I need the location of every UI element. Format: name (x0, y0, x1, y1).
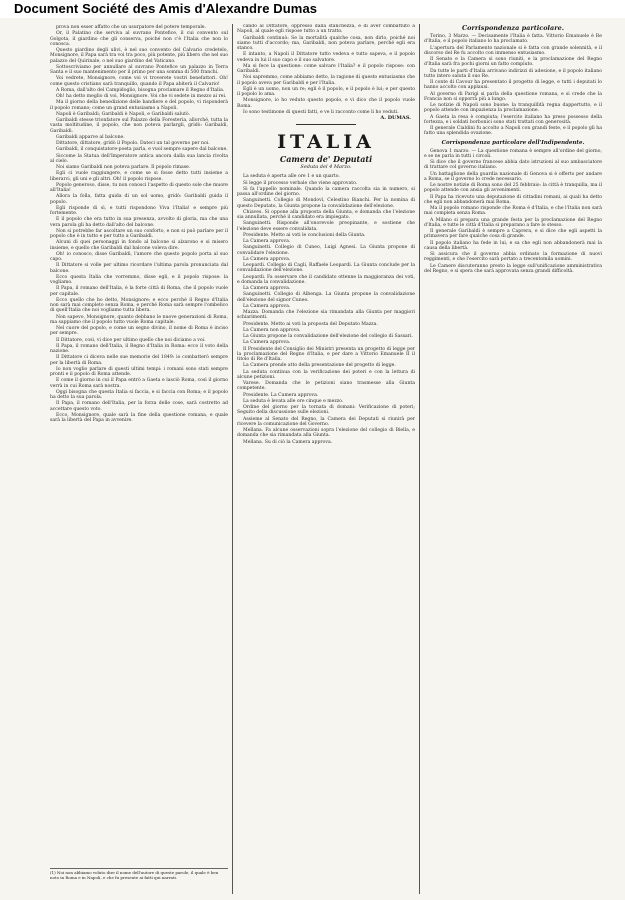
paragraph: Dittatore, dittatore, gridò il Popolo. Dateci un tal governo per noi. (56, 141, 210, 146)
col1-text (50, 25, 228, 423)
paragraph: Ordine del giorno per la tornata di domani: Verificazione di poteri; Seguito della discussione sulle elezioni. (237, 405, 415, 416)
session-date: Seduta del 4 Marzo. (300, 164, 352, 171)
divider (296, 124, 356, 125)
paragraph: La Camera approva. (243, 340, 291, 346)
paragraph: E come il giorno in cui il Papa entrò a Gaeta e lasciò Roma, così il giorno verrà in cui Roma sarà nostra. (50, 378, 228, 389)
paragraph: Il Senato e la Camera si sono riuniti, e la proclamazione del Regno d'Italia sarà fra pochi giorni un fatto compiuto. (424, 57, 602, 68)
paragraph: Garibaldi continuò: Se la mortalità qualche cosa, non dirlo, poiché noi siamo tutti d'accordo; ma, Garibaldi, non poteva parlare, perché egli era stanco. (237, 35, 415, 51)
paragraph: Garibaldi, il conquistatore-poeta parla, e vuol sempre sapere dal balcone. (56, 147, 228, 153)
paragraph: Chiaves. Si oppone alla proposta della Giunta, e domanda che l'elezione sia annullata, perché il candidato era impiegato. (237, 209, 415, 220)
paragraph: Il Papa, il romano dell'Italia, per la forza delle cose, sarà costretto ad accettare questo voto. (50, 401, 228, 412)
paragraph: Ecco questa Italia che vorremmo, disse egli, e il popolo rispose: la vogliamo. (50, 274, 228, 285)
column-rule (232, 24, 233, 894)
paragraph: Sottoscriviamo per annullare al suvrano Pontefice un palazzo in Terra Santa e il suo mantenimento per il primo per una somma di 500 franchi. (50, 64, 228, 75)
paragraph: Questo giardino degli ulivi, è nel suo convento del Calvario credetelo, Monsignore, il Papa sarà tra voi tra poco, più potente, più libero che nel suo palazzo del Quirinale, o nel suo giardino del Vaticano. (50, 48, 228, 64)
paragraph: Or, il Palatino che serviva al suvrano Pontefice, il cui convento sul Golgota, il giardino che gli conserva, poiché non c'è l'Italia che non lo conosca. (50, 31, 228, 47)
paragraph: Si legge il processo verbale che viene approvato. (243, 180, 358, 186)
paragraph: Le notizie di Napoli sono buone: la tranquillità regna dappertutto, e il popolo attende con impazienza la proclamazione. (424, 103, 602, 114)
paragraph: Il popolo italiano ha fede in lui, e sa che egli non abbandonerà mai la causa della libertà. (424, 240, 602, 251)
paragraph: Presidente. Metto ai voti la proposta del Deputato Mazza. (243, 321, 378, 327)
paragraph: Napoli è Garibaldi; Garibaldi è Napoli, e Garibaldi salutò. (56, 111, 191, 117)
paragraph: Presidente. La Camera approva. (243, 392, 319, 398)
paragraph: Varese. Domanda che le petizioni siano trasmesse alla Giunta competente. (237, 381, 415, 392)
section-heading: Corrispondenza particolare dell'Indipendente. (441, 139, 585, 146)
paragraph: La Camera approva. (243, 256, 291, 262)
paragraph: L'apertura del Parlamento nazionale si è fatta con grande solennità, e il discorso del Re fu accolto con immenso entusiasmo. (424, 45, 602, 56)
paragraph: Popolo generoso, disse, tu non conosci l'aspetto di questo sole che muore all'Italia! (50, 182, 228, 193)
paragraph: Il Presidente del Consiglio dei Ministri presenta un progetto di legge per la proclamazione del Regno d'Italia, e per dare a Vittorio Emanuele II il titolo di Re d'Italia. (237, 346, 415, 362)
paragraph: Sanguinetti. Risponde all'onorevole preopinante, e sostiene che l'elezione deve essere convalidata. (237, 221, 415, 232)
column-rule (419, 24, 420, 894)
paragraph: Si fa l'appello nominale. Quando la camera raccolta sia in numero, si passa all'ordine del giorno. (237, 186, 415, 197)
paragraph: Le Camere discuteranno presto la legge sull'unificazione amministrativa del Regno, e si spera che sarà approvata senza grandi difficoltà. (424, 263, 602, 274)
paragraph: Mellana. Su di ciò la Camera approva. (243, 439, 333, 445)
paragraph: A Roma, dall'alto del Campidoglio, bisogna proclamare il Regno d'Italia. (56, 87, 225, 93)
paragraph: Torino, 3 Marzo. — Decisamente l'Italia è fatta. Vittorio Emanuele è Re d'Italia, e il popolo italiano lo ha proclamato. (424, 34, 602, 45)
paragraph: Il Dittatore, così, vi dice per ultimo quello che noi diciamo a voi. (56, 337, 206, 343)
document-title: Document Société des Amis d'Alexandre Dumas (14, 1, 318, 16)
paragraph: Il Papa ha ricevuto una deputazione di cittadini romani, ai quali ha detto che egli non abbandonerà mai Roma. (424, 194, 602, 205)
paragraph: La Camera prende atto della presentazione del progetto di legge. (243, 363, 396, 369)
paragraph: cando al Dittatore, oppresso dalla stanchezza, e di aver combattuto a Napoli, al quale egli rispose tutto a un tratto. (237, 24, 415, 35)
paragraph: Presidente. Metto ai voti le conclusioni della Giunta. (243, 232, 366, 238)
section-subtitle: Camera de' Deputati (279, 154, 373, 165)
paragraph: Si assicura che il governo abbia ordinato la formazione di nuovi reggimenti, e che l'esercito sarà portato a trecentomila uomini. (424, 252, 602, 263)
paragraph: La Camera approva. (243, 239, 291, 244)
section-heading: Corrispondenza particolare. (461, 24, 565, 32)
paragraph: Il generale Garibaldi è sempre a Caprera, e si dice che egli aspetti la primavera per fare qualche cosa di grande. (424, 229, 602, 240)
paragraph: Oh! ha detto meglio di voi, Monsignore. Voi che vi sedete in mezzo ai rei. (56, 94, 227, 99)
paragraph: prova non esser affatto che un usurpatore del potere temporale. (56, 25, 206, 30)
paragraph: Sanguinetti. Collegio di Albenga. La Giunta propone la convalidazione dell'elezione del signor Cuneo. (237, 292, 415, 303)
paragraph: Assieme al Senato del Regno, la Camera dei Deputati si riunirà per ricevere la comunicazione del Governo. (237, 416, 415, 427)
paragraph: Garibaldi apparve al balcone. (56, 134, 125, 140)
footnote: (1) Noi non abbiamo voluto dire il nome dell'autore di queste parole, il quale è ben noto in Roma e in Napoli, e che fu presente ai fatti qui narrati. (50, 868, 228, 881)
paragraph: La Camera approva. (243, 286, 291, 291)
paragraph: Siccome la Statua dell'Imperatore antica ancora dalla sua lancia rivolta al cielo. (50, 153, 228, 164)
section-title-italia: ITALIA (277, 131, 375, 154)
paragraph: Il generale Cialdini fu accolto a Napoli con grandi feste, e il popolo gli ha fatto una splendida ovazione. (424, 126, 602, 137)
paragraph: Non sapevo, Monsignore, quanto debbano le nuove generazioni di Roma, ma sappiamo che il popolo tutto vuole Roma capitale. (50, 314, 228, 325)
paragraph: Sanguinetti. Collegio di Mondovì, Celestino Bianchi. Per la nomina di questo Deputato, la Giunta propone la convalidazione dell'elezione. (237, 198, 415, 209)
paragraph: Le nostre notizie di Roma sono del 25 febbraio: la città è tranquilla, ma il popolo attende con ansia gli avvenimenti. (424, 183, 602, 194)
paragraph: Da tutte le parti d'Italia arrivano indirizzi di adesione, e il popolo italiano tutto intero saluta il suo Re. (424, 68, 602, 79)
paragraph: Mellana. Fa alcune osservazioni sopra l'elezione del collegio di Biella, e domanda che sia rimandata alla Giunta. (237, 428, 415, 439)
paragraph: A Milano si prepara una grande festa per la proclamazione del Regno d'Italia, e tutte le città d'Italia si preparano a fare lo stesso. (424, 217, 602, 228)
paragraph: Garibaldi stesse trionfatore sul Palazzo della Foresteria, allorché, tutta la vasta moltitudine, il popolo, che non poteva parlargli, gridò: Garibaldi, Garibaldi. (50, 118, 228, 134)
column-left (50, 24, 228, 898)
paragraph: A Gaeta la resa è compiuta; l'esercito italiano ha preso possesso della fortezza, e i soldati borbonici sono stati trattati con generosità. (424, 114, 602, 125)
paragraph: Il Papa, il romano dell'Italia, è la forte città di Roma, che il popolo vuole per capitale. (50, 286, 228, 297)
paragraph: Non si potrebbe far ascoltare un suo conforto, e non si può parlare per il popolo che è in tutto e per tutto a Garibaldi. (50, 228, 228, 239)
paragraph: Il Dittatore si volle per ultimo ricordare l'ultima parola pronunciata dal balcone. (50, 263, 228, 274)
paragraph: La seduta continua con la verificazione dei poteri e con la lettura di alcune petizioni. (237, 369, 415, 380)
paragraph: E intanto, a Napoli il Dittatore tutto vedeva e tutto sapeva, e il popolo vedeva in lui il suo capo e il suo salvatore. (237, 52, 415, 63)
paragraph: Leopardi. Collegio di Cagli, Raffaele Leopardi. La Giunta conclude per la convalidazione dell'elezione. (237, 263, 415, 274)
paragraph: Ma si fece la questione: come salvare l'Italia? e il popolo rispose: con Garibaldi. (237, 63, 415, 74)
paragraph: Oh! io conosco, disse Garibaldi, l'amore che questo popolo porta al suo capo. (50, 251, 228, 262)
paragraph: Egli ci vuole raggiungere, e come se si fosse detto tutti insieme a liberarci, gli uni e gli altri. Oh! il popolo rispose. (50, 171, 228, 182)
paragraph: Mazza. Domanda che l'elezione sia rimandata alla Giunta per maggiori schiarimenti. (237, 310, 415, 321)
paragraph: La Giunta propone la convalidazione dell'elezione del collegio di Sassari. (243, 334, 413, 339)
paragraph: La Camera non approva. (243, 327, 301, 333)
paragraph: Si dice che il governo francese abbia dato istruzioni al suo ambasciatore di trattare col governo italiano. (424, 160, 602, 171)
paragraph: Al governo di Parigi si parla della questione romana, e si crede che la Francia non si opporrà più a lungo. (424, 91, 602, 102)
signature: A. DUMAS. (380, 115, 411, 121)
paragraph: Ma il giorno della benedizione delle bandiere e del popolo, vi risponderà il popolo romano; come un grand entusiasmo a Napoli. (50, 100, 228, 111)
paragraph: Noi sapremmo, come abbiamo detto, la ragione di questo entusiasmo che il popolo aveva per Garibaldi e per l'Italia. (237, 75, 415, 86)
paragraph: Nel cuore del popolo, e come un segno divino, il nome di Roma è inciso per sempre. (50, 326, 228, 337)
paragraph: Allora la folla, fatta guida di un sol uomo, gridò: Garibaldi guida il popolo. (50, 194, 228, 205)
paragraph: Il Dittatore ci diceva nelle sue memorie del 1849: io combatterò sempre per la libertà di Roma. (50, 355, 228, 366)
paragraph: Il Papa, il romano dell'Italia, il Regno d'Italia in Roma: ecco il voto della nazione. (50, 343, 228, 354)
paragraph: E il popolo che era tutto in sua presenza, avvolto di gloria, ma che una vera parola gli ha detto dall'alto del balcone. (50, 217, 228, 228)
paragraph: Io non voglio parlare di questi ultimi tempi: i romani sono stati sempre pronti e il popolo di Roma attende. (50, 366, 228, 377)
paragraph: Ma il popolo romano risponde che Roma è d'Italia, e che l'Italia non sarà mai completa senza Roma. (424, 206, 602, 217)
paragraph: La Camera approva. (243, 303, 291, 309)
paragraph: Genova 1 marzo. — La questione romana è sempre all'ordine del giorno, e se ne parla in tutti i circoli. (424, 148, 602, 159)
paragraph: La seduta è levata alle ore cinque e mezzo. (243, 398, 344, 404)
column-right (424, 24, 602, 898)
newspaper-page (0, 18, 625, 900)
paragraph: Alcuni di quei personaggi in fondo al balcone si alzarono e si misero insieme, e quello che Garibaldi dal balcone voleva dire. (50, 240, 228, 251)
paragraph: Egli risponde di sì, e tutti rispondono Viva l'Italia! e sempre più fortemente. (50, 205, 228, 216)
paragraph: Un battaglione della guardia nazionale di Genova si è offerto per andare a Roma, se il governo lo crede necessario. (424, 171, 602, 182)
paragraph: Voi vedrete, Monsignore, come voi vi troverete vostri benefattori. Oh! come questo cristiano sarà tranquillo, quando il Papa abiterà il Calvario! (50, 76, 228, 87)
paragraph: Monsignore, io ho veduto questo popolo, e vi dico che il popolo vuole Roma. (237, 98, 415, 109)
paragraph: Il conte di Cavour ha presentato il progetto di legge, e tutti i deputati lo hanno accolto con applausi. (424, 80, 602, 91)
paragraph: Io sono testimone di questi fatti, e ve li racconto come li ho veduti. (243, 109, 399, 115)
paragraph: La seduta è aperta alle ore 1 e un quarto. (243, 174, 340, 180)
paragraph: Sanguinetti. Collegio di Cuneo, Luigi Agnesi. La Giunta propone di convalidare l'elezione. (237, 245, 415, 256)
paragraph: Egli è un uomo, non un re; egli è il popolo, e il popolo è lui; e per questo il popolo lo ama. (237, 86, 415, 97)
paragraph: Oggi bisogna che questa Italia si faccia, e si faccia con Roma; e il popolo ha detto la sua parola. (50, 389, 228, 400)
paragraph: Noi siamo Garibaldi non poteva parlare. Il popolo rimase. (56, 165, 191, 170)
column-middle (237, 24, 415, 898)
paragraph: Ecco, Monsignore, quale sarà la fine della questione romana, e quale sarà la libertà del Papa in avvenire. (50, 412, 228, 423)
paragraph: Ecco quello che ho detto, Monsignore; e ecco perché il Regno d'Italia non sarà mai completo senza Roma, e perché Roma sarà sempre l'ombelico di quell'Italia che noi vogliamo tutta libera. (50, 297, 228, 314)
document-header (0, 0, 625, 16)
paragraph: Leopardi. Fa osservare che il candidato ottenne la maggioranza dei voti, e domanda la convalidazione. (237, 274, 415, 285)
